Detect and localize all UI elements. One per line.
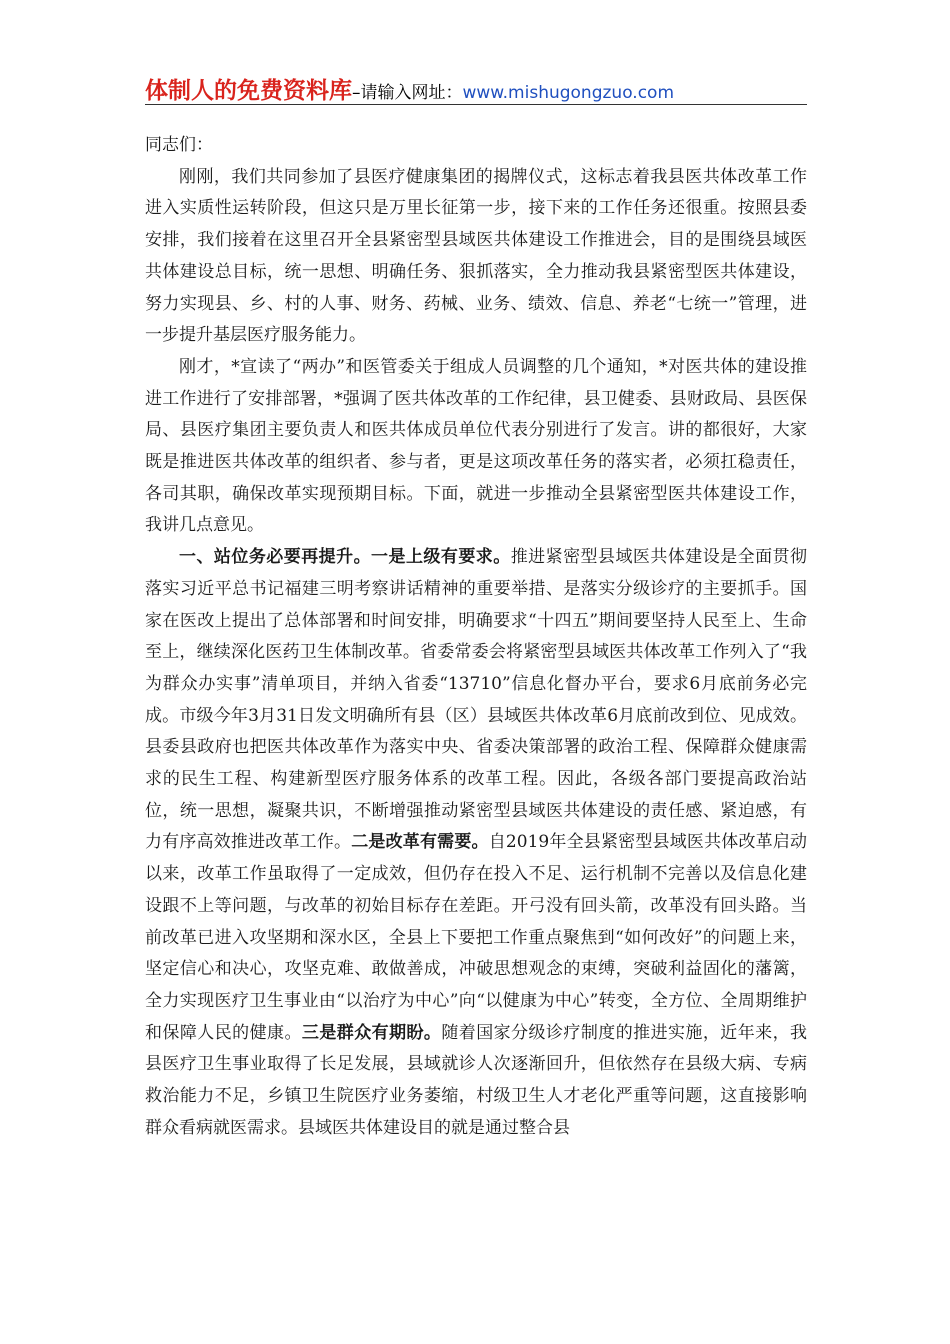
paragraph-3-text-3: 随着国家分级诊疗制度的推进实施，近年来，我县医疗卫生事业取得了长足发展，县域就诊人次逐渐回升，但依然存在县级大病、专病救治能力不足，乡镇卫生院医疗业务萎缩，村级卫生人才老化严重等问题，这直接影响群众看病就医需求。县域医共体建设目的就是通过整合县 [145,1022,808,1138]
subheading-2: 二是改革有需要。 [351,832,489,853]
document-body [145,130,807,1145]
paragraph-3 [145,542,807,1144]
header-brand: 体制人的免费资料库 [145,78,352,104]
header-prompt: –请输入网址： [352,83,463,103]
paragraph-3-text-2: 自2019年全县紧密型县域医共体改革启动以来，改革工作虽取得了一定成效，但仍存在投入不足、运行机制不完善以及信息化建设跟不上等问题，与改革的初始目标存在差距。开弓没有回头箭，改革没有回头路。当前改革已进入攻坚期和深水区，全县上下要把工作重点聚焦到“如何改好”的问题上来，坚定信心和决心，攻坚克难、敢做善成，冲破思想观念的束缚，突破利益固化的藩篱，全力实现医疗卫生事业由“以治疗为中心”向“以健康为中心”转变，全方位、全周期维护和保障人民的健康。 [145,832,808,1043]
paragraph-3-text-1: 推进紧密型县域医共体建设是全面贯彻落实习近平总书记福建三明考察讲话精神的重要举措、是落实分级诊疗的主要抓手。国家在医改上提出了总体部署和时间安排，明确要求“十四五”期间要坚持人民至上、生命至上，继续深化医药卫生体制改革。省委常委会将紧密型县域医共体改革工作列入了“我为群众办实事”清单项目，并纳入省委“13710”信息化督办平台，要求6月底前务必完成。市级今年3月31日发文明确所有县（区）县域医共体改革6月底前改到位、见成效。县委县政府也把医共体改革作为落实中央、省委决策部署的政治工程、保障群众健康需求的民生工程、构建新型医疗服务体系的改革工程。因此，各级各部门要提高政治站位，统一思想，凝聚共识，不断增强推动紧密型县域医共体建设的责任感、紧迫感，有力有序高效推进改革工作。 [145,547,808,853]
paragraph-2: 刚才，*宣读了“两办”和医管委关于组成人员调整的几个通知，*对医共体的建设推进工作进行了安排部署，*强调了医共体改革的工作纪律，县卫健委、县财政局、县医保局、县医疗集团主要负责人和医共体成员单位代表分别进行了发言。讲的都很好，大家既是推进医共体改革的组织者、参与者，更是这项改革任务的落实者，必须扛稳责任，各司其职，确保改革实现预期目标。下面，就进一步推动全县紧密型医共体建设工作，我讲几点意见。 [145,356,807,536]
subheading-1: 一是上级有要求。 [371,547,511,568]
subheading-3: 三是群众有期盼。 [301,1022,442,1043]
section-heading-1: 一、站位务必要再提升。 [179,547,372,568]
page-header [145,72,807,105]
header-url-link[interactable]: www.mishugongzuo.com [462,83,675,103]
paragraph-1: 刚刚，我们共同参加了县医疗健康集团的揭牌仪式，这标志着我县医共体改革工作进入实质性运转阶段，但这只是万里长征第一步，接下来的工作任务还很重。按照县委安排，我们接着在这里召开全县紧密型县域医共体建设工作推进会，目的是围绕县域医共体建设总目标，统一思想、明确任务、狠抓落实，全力推动我县紧密型医共体建设，努力实现县、乡、村的人事、财务、药械、业务、绩效、信息、养老“七统一”管理，进一步提升基层医疗服务能力。 [145,166,807,346]
salutation: 同志们： [145,135,213,155]
